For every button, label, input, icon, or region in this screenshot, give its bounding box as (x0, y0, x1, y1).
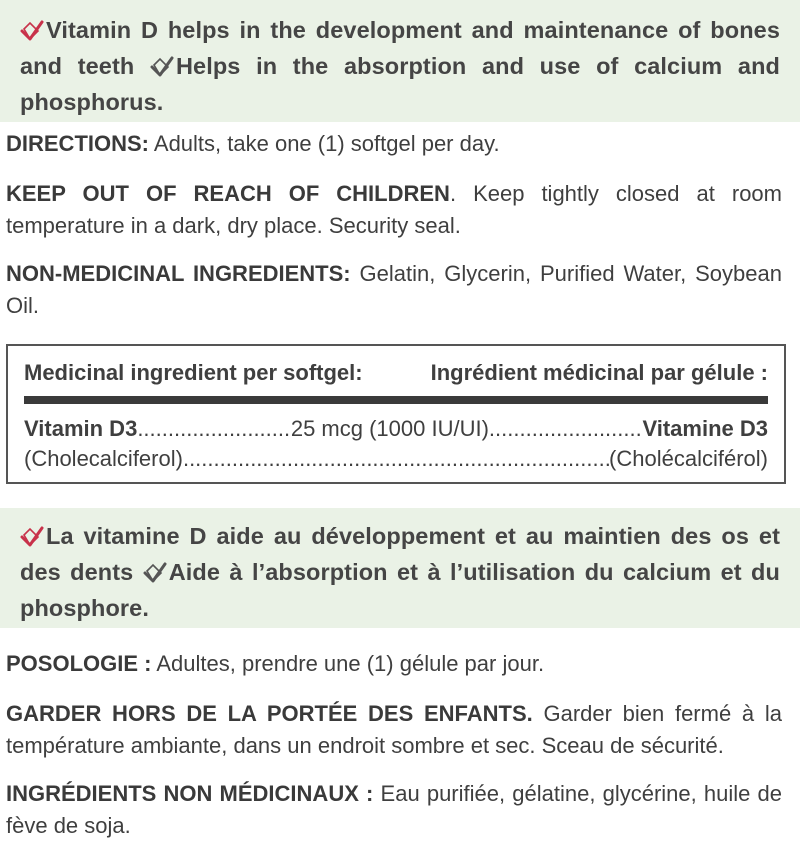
ingredient-name-french: Vitamine D3 (642, 416, 768, 441)
non-medicinal-text: Gelatin, Glycerin, Purified Water, Soybean Oil. (6, 261, 782, 318)
ingredients-non-medicinaux-paragraph (6, 778, 782, 842)
english-claim-1: Vitamin D helps in the development and maintenance of bones and teeth (20, 17, 780, 79)
table-row (24, 444, 768, 474)
ingredient-amount: 25 mcg (1000 IU/UI) (290, 416, 489, 441)
keep-out-label: KEEP OUT OF REACH OF CHILDREN (6, 181, 450, 206)
table-row (24, 414, 768, 444)
posologie-paragraph (6, 648, 782, 680)
table-divider (24, 396, 768, 404)
english-claims (20, 12, 780, 120)
directions-text: Adults, take one (1) softgel per day. (149, 131, 500, 156)
french-claims (20, 518, 780, 626)
check-mark-icon (150, 55, 174, 77)
table-header-french: Ingrédient médicinal par gélule : (430, 360, 768, 385)
non-medicinal-ingredients-paragraph (6, 258, 782, 322)
check-mark-icon (20, 525, 44, 547)
garder-hors-paragraph (6, 698, 782, 762)
keep-out-of-reach-paragraph (6, 178, 782, 242)
garder-text: Garder bien fermé à la température ambiante, dans un endroit sombre et sec. Sceau de sécurité. (6, 701, 782, 758)
directions-label: DIRECTIONS: (6, 131, 149, 156)
french-claim-1: La vitamine D aide au développement et au maintien des os et des dents (20, 523, 780, 585)
posologie-label: POSOLOGIE : (6, 651, 152, 676)
ingredient-source-english: (Cholecalciferol) (24, 446, 183, 471)
dot-leader (137, 414, 291, 444)
english-claim-2: Helps in the absorption and use of calcium and phosphorus. (20, 53, 780, 115)
check-mark-icon (20, 19, 44, 41)
non-medicinal-label: NON-MEDICINAL INGREDIENTS: (6, 261, 351, 286)
dot-leader (489, 414, 643, 444)
ingredients-non-medicinaux-label: INGRÉDIENTS NON MÉDICINAUX : (6, 781, 374, 806)
ingredients-non-medicinaux-text: Eau purifiée, gélatine, glycérine, huile de fève de soja. (6, 781, 782, 838)
check-mark-icon (143, 561, 167, 583)
directions-paragraph (6, 128, 782, 160)
posologie-text: Adultes, prendre une (1) gélule par jour. (151, 651, 545, 676)
table-header (24, 358, 768, 388)
ingredient-name-english: Vitamin D3 (24, 416, 138, 441)
garder-label: GARDER HORS DE LA PORTÉE DES ENFANTS. (6, 701, 533, 726)
table-header-english: Medicinal ingredient per softgel: (24, 360, 363, 385)
keep-out-text: . Keep tightly closed at room temperature in a dark, dry place. Security seal. (6, 181, 782, 238)
ingredient-source-french: (Cholécalciférol) (609, 446, 768, 471)
dot-leader (183, 444, 609, 474)
medicinal-ingredient-table (6, 344, 786, 484)
french-claim-2: Aide à l’absorption et à l’utilisation du calcium et du phosphore. (20, 559, 780, 621)
